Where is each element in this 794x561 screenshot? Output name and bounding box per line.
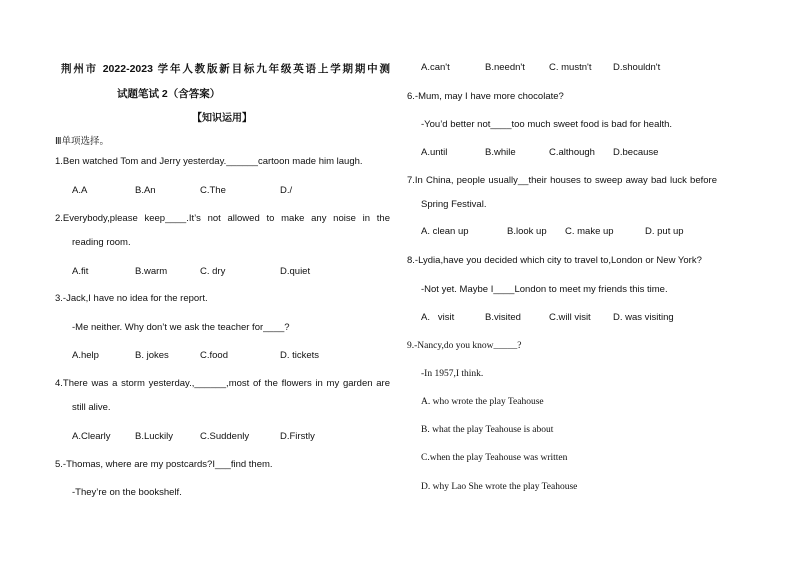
question-9-option-b[interactable]: B. what the play Teahouse is about	[421, 425, 554, 435]
question-2-option-a[interactable]: A.fit	[72, 266, 89, 277]
question-2-stem-line1: 2.Everybody,please keep____.It’s not allowed to make any noise in the	[55, 213, 390, 224]
question-8-stem-line1: 8.-Lydia,have you decided which city to travel to,London or New York?	[407, 255, 702, 266]
question-6-option-a[interactable]: A.until	[421, 147, 448, 158]
question-8-option-a[interactable]: A. visit	[421, 312, 455, 323]
question-8-stem-line2: -Not yet. Maybe I____London to meet my friends this time.	[421, 284, 668, 295]
question-3-stem-line1: 3.-Jack,I have no idea for the report.	[55, 293, 208, 304]
question-1-stem: 1.Ben watched Tom and Jerry yesterday.______cartoon made him laugh.	[55, 156, 363, 167]
question-5-option-a[interactable]: A.can't	[421, 62, 450, 73]
question-6-option-d[interactable]: D.because	[613, 147, 659, 158]
question-2-option-d[interactable]: D.quiet	[280, 266, 311, 277]
question-5-option-b[interactable]: B.needn't	[485, 62, 525, 73]
question-1-option-c[interactable]: C.The	[200, 185, 226, 196]
question-8-option-c[interactable]: C.will visit	[549, 312, 591, 323]
question-2-stem-line2: reading room.	[72, 237, 131, 248]
question-7-option-d[interactable]: D. put up	[645, 226, 684, 237]
question-9-option-d[interactable]: D. why Lao She wrote the play Teahouse	[421, 482, 578, 492]
question-8-option-d[interactable]: D. was visiting	[613, 312, 674, 323]
question-6-option-c[interactable]: C.although	[549, 147, 595, 158]
question-3-option-d[interactable]: D. tickets	[280, 350, 320, 361]
question-7-option-a[interactable]: A. clean up	[421, 226, 469, 237]
question-8-option-b[interactable]: B.visited	[485, 312, 521, 323]
page-title-line1: 荆州市 2022-2023 学年人教版新目标九年级英语上学期期中测	[61, 63, 390, 75]
question-3-option-a[interactable]: A.help	[72, 350, 99, 361]
question-4-option-c[interactable]: C.Suddenly	[200, 431, 250, 442]
question-9-option-a[interactable]: A. who wrote the play Teahouse	[421, 397, 544, 407]
section-heading: 【知识运用】	[192, 113, 252, 124]
question-7-option-c[interactable]: C. make up	[565, 226, 614, 237]
question-9-option-c[interactable]: C.when the play Teahouse was written	[421, 453, 568, 463]
question-4-option-d[interactable]: D.Firstly	[280, 431, 315, 442]
question-5-stem-line1: 5.-Thomas, where are my postcards?I___find them.	[55, 459, 273, 470]
question-4-option-b[interactable]: B.Luckily	[135, 431, 174, 442]
question-9-stem-line1: 9.-Nancy,do you know_____?	[407, 341, 522, 351]
part-heading: Ⅲ单项选择。	[55, 136, 110, 147]
question-4-stem-line2: still alive.	[72, 402, 111, 413]
question-3-stem-line2: -Me neither. Why don’t we ask the teacher for____?	[72, 322, 290, 333]
question-9-stem-line2: -In 1957,I think.	[421, 369, 484, 379]
question-4-option-a[interactable]: A.Clearly	[72, 431, 111, 442]
page-title-line2: 试题笔试 2（含答案）	[117, 88, 221, 100]
question-5-option-d[interactable]: D.shouldn't	[613, 62, 661, 73]
question-5-option-c[interactable]: C. mustn't	[549, 62, 592, 73]
question-1-option-a[interactable]: A.A	[72, 185, 88, 196]
question-5-stem-line2: -They’re on the bookshelf.	[72, 487, 182, 498]
question-7-stem-line2: Spring Festival.	[421, 199, 487, 210]
question-3-option-c[interactable]: C.food	[200, 350, 228, 361]
question-3-option-b[interactable]: B. jokes	[135, 350, 169, 361]
question-1-option-b[interactable]: B.An	[135, 185, 156, 196]
question-6-stem-line1: 6.-Mum, may I have more chocolate?	[407, 91, 564, 102]
question-1-option-d[interactable]: D./	[280, 185, 293, 196]
question-7-stem-line1: 7.In China, people usually__their houses to sweep away bad luck before	[407, 175, 717, 186]
question-6-stem-line2: -You’d better not____too much sweet food is bad for health.	[421, 119, 673, 130]
question-6-option-b[interactable]: B.while	[485, 147, 516, 158]
question-2-option-b[interactable]: B.warm	[135, 266, 168, 277]
question-4-stem-line1: 4.There was a storm yesterday.,______,most of the flowers in my garden are	[55, 378, 390, 389]
question-7-option-b[interactable]: B.look up	[507, 226, 547, 237]
question-2-option-c[interactable]: C. dry	[200, 266, 226, 277]
